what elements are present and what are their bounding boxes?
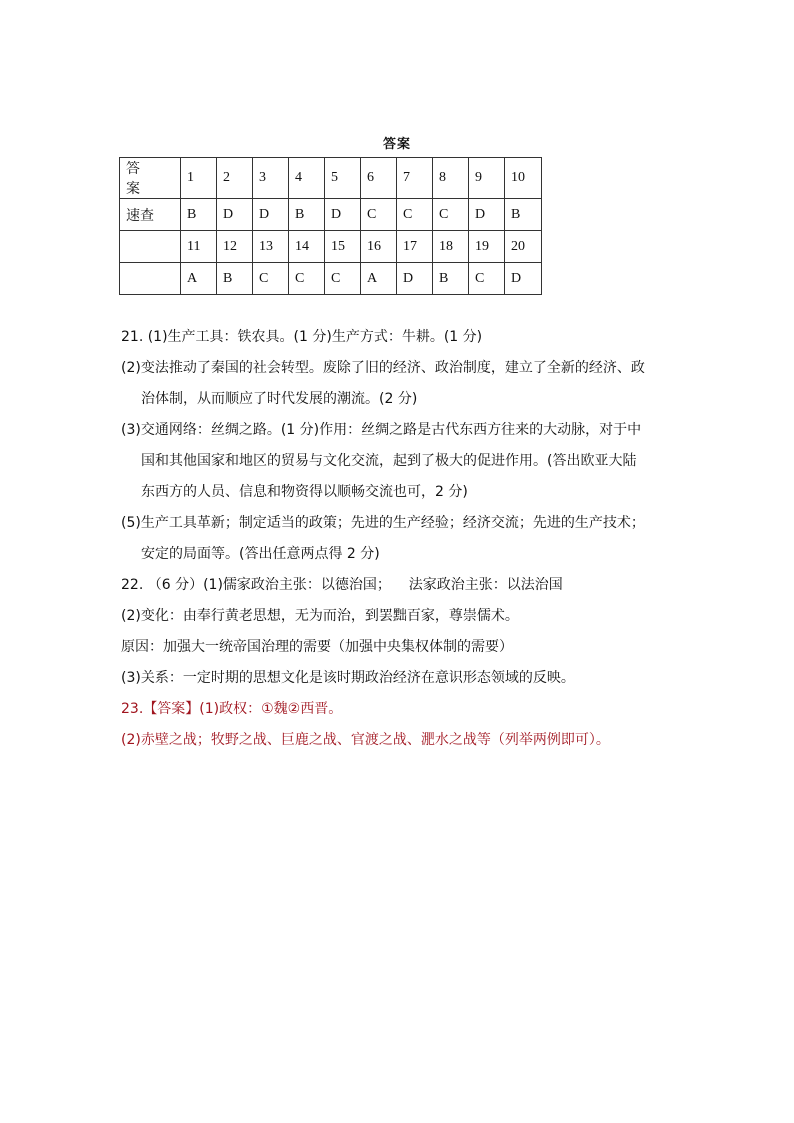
answer-line: 原因：加强大一统帝国治理的需要（加强中央集权体制的需要）: [121, 639, 513, 655]
table-cell: 18: [433, 231, 469, 263]
page-title: 答案: [382, 137, 411, 152]
table-cell: 13: [253, 231, 289, 263]
answer-line: (2)变法推动了秦国的社会转型。废除了旧的经济、政治制度，建立了全新的经济、政: [121, 360, 645, 376]
table-cell: B: [217, 263, 253, 295]
table-cell: C: [253, 263, 289, 295]
answer-line-23: 23.【答案】(1)政权：①魏②西晋。: [121, 701, 343, 717]
table-cell: 4: [289, 158, 325, 199]
table-cell: A: [361, 263, 397, 295]
table-row: [120, 158, 542, 199]
answer-line: 国和其他国家和地区的贸易与文化交流，起到了极大的促进作用。(答出欧亚大陆: [141, 453, 637, 469]
table-label-empty: [120, 231, 181, 263]
table-cell: C: [325, 263, 361, 295]
answer-line: (2)赤壁之战；牧野之战、巨鹿之战、官渡之战、淝水之战等（列举两例即可）。: [121, 732, 610, 748]
table-cell: C: [361, 199, 397, 231]
table-cell: D: [505, 263, 542, 295]
table-cell: 1: [181, 158, 217, 199]
table-cell: A: [181, 263, 217, 295]
table-cell: C: [433, 199, 469, 231]
table-cell: 7: [397, 158, 433, 199]
table-label-empty: [120, 263, 181, 295]
answer-line: 东西方的人员、信息和物资得以顺畅交流也可，2 分): [141, 484, 468, 500]
table-cell: 6: [361, 158, 397, 199]
table-cell: C: [469, 263, 505, 295]
table-cell: B: [181, 199, 217, 231]
table-row: [120, 231, 542, 263]
answer-key-table: [119, 157, 542, 295]
table-row: [120, 199, 542, 231]
table-label-bottom: 速查: [120, 199, 181, 231]
table-row: [120, 263, 542, 295]
answer-line: (5)生产工具革新；制定适当的政策；先进的生产经验；经济交流；先进的生产技术；: [121, 515, 645, 531]
table-cell: 2: [217, 158, 253, 199]
table-cell: 9: [469, 158, 505, 199]
table-cell: 10: [505, 158, 542, 199]
table-cell: D: [469, 199, 505, 231]
answer-line: 治体制，从而顺应了时代发展的潮流。(2 分): [141, 391, 418, 407]
table-cell: D: [397, 263, 433, 295]
table-cell: 16: [361, 231, 397, 263]
table-cell: 15: [325, 231, 361, 263]
table-cell: B: [433, 263, 469, 295]
table-cell: 3: [253, 158, 289, 199]
table-cell: 14: [289, 231, 325, 263]
answer-line: (3)交通网络：丝绸之路。(1 分)作用：丝绸之路是古代东西方往来的大动脉，对于中: [121, 422, 642, 438]
table-cell: 11: [181, 231, 217, 263]
answer-line: 安定的局面等。(答出任意两点得 2 分): [141, 546, 380, 562]
table-cell: D: [217, 199, 253, 231]
answer-line-22: 22. （6 分）(1)儒家政治主张：以德治国； 法家政治主张：以法治国: [121, 577, 563, 593]
table-cell: 12: [217, 231, 253, 263]
table-cell: B: [289, 199, 325, 231]
answer-line: (3)关系：一定时期的思想文化是该时期政治经济在意识形态领域的反映。: [121, 670, 575, 686]
table-label-top: 答 案: [120, 158, 181, 199]
table-cell: D: [325, 199, 361, 231]
answer-line-21: 21. (1)生产工具：铁农具。(1 分)生产方式：牛耕。(1 分): [121, 329, 483, 345]
table-cell: 19: [469, 231, 505, 263]
table-cell: 5: [325, 158, 361, 199]
table-cell: C: [397, 199, 433, 231]
table-cell: D: [253, 199, 289, 231]
table-cell: 8: [433, 158, 469, 199]
answer-line: (2)变化：由奉行黄老思想，无为而治，到罢黜百家，尊崇儒术。: [121, 608, 519, 624]
table-cell: B: [505, 199, 542, 231]
table-cell: 17: [397, 231, 433, 263]
table-cell: 20: [505, 231, 542, 263]
answer-text: [121, 322, 721, 756]
table-cell: C: [289, 263, 325, 295]
